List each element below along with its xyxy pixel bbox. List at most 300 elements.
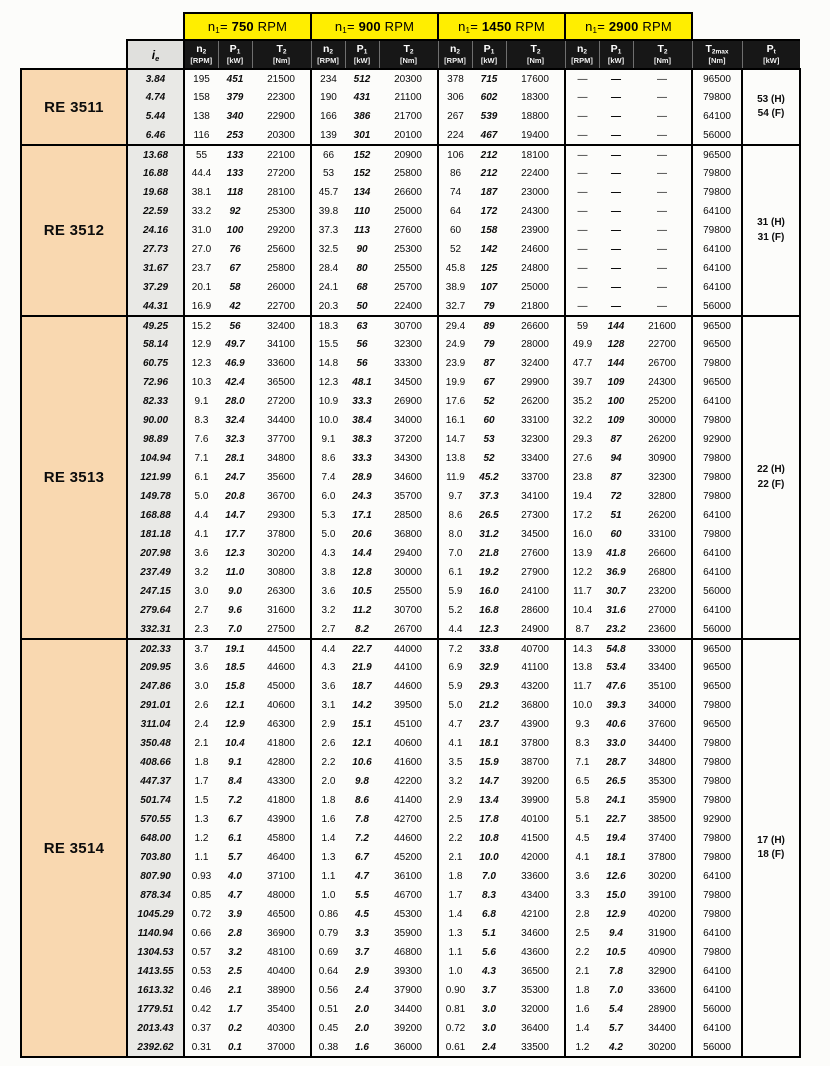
n2-cell: 1.8	[565, 981, 599, 1000]
p1-cell: 19.2	[479, 567, 499, 578]
t2-cell: 36900	[267, 928, 295, 939]
t2max-cell: 92900	[692, 430, 742, 449]
t2-cell: 26600	[394, 187, 422, 198]
t2-cell: 17600	[521, 73, 549, 85]
n2-cell: 5.0	[184, 487, 218, 506]
p1-cell: 17.7	[225, 529, 245, 540]
t2max-cell: 56000	[692, 297, 742, 316]
t2-column-header: $T_2$ [Nm]	[506, 40, 565, 69]
p1-cell: 9.1	[228, 757, 242, 768]
p1-cell: —	[611, 149, 621, 161]
p1-cell: 12.8	[352, 567, 372, 578]
p1-cell: 52	[483, 396, 495, 407]
p1-cell: 14.4	[352, 548, 372, 559]
p1-cell: 60	[610, 529, 622, 540]
t2-cell: 32900	[648, 966, 676, 977]
t2max-cell: 79800	[692, 88, 742, 107]
p1-cell: 467	[480, 129, 498, 141]
n2-cell: —	[565, 202, 599, 221]
t2-cell: 24900	[521, 623, 549, 635]
n2-cell: 11.7	[565, 677, 599, 696]
table-row	[21, 601, 800, 620]
table-row	[21, 259, 800, 278]
n2-cell: 4.1	[565, 848, 599, 867]
t2max-cell: 96500	[692, 715, 742, 734]
n2-cell: 31.0	[184, 221, 218, 240]
n2-cell: 47.7	[565, 354, 599, 373]
n2-cell: 3.7	[184, 639, 218, 658]
t2-cell: 35600	[267, 472, 295, 483]
t2-cell: 30700	[394, 605, 422, 616]
ratio-cell: 27.73	[127, 240, 184, 259]
t2-cell: 21600	[648, 320, 676, 332]
n2-cell: 3.2	[311, 601, 345, 620]
t2-cell: 23000	[521, 187, 549, 198]
p1-cell: 26.5	[479, 510, 499, 521]
p1-cell: 9.4	[609, 928, 623, 939]
p1-cell: 7.8	[609, 966, 623, 977]
p1-cell: 18.7	[352, 681, 372, 692]
t2-cell: 37700	[267, 434, 295, 445]
n2-cell: 158	[184, 88, 218, 107]
ratio-cell: 1613.32	[127, 981, 184, 1000]
n2-column-header: $n_2$ [RPM]	[184, 40, 218, 69]
n2-cell: 1.6	[565, 1000, 599, 1019]
table-row	[21, 867, 800, 886]
p1-cell: —	[611, 263, 621, 274]
n2-cell: 6.1	[184, 468, 218, 487]
p1-cell: 18.1	[479, 738, 499, 749]
p1-column-header: $P_1$ [kW]	[472, 40, 506, 69]
t2-cell: 24800	[521, 263, 549, 274]
p1-cell: 12.9	[606, 909, 626, 920]
n2-cell: 138	[184, 107, 218, 126]
n2-cell: 0.37	[184, 1019, 218, 1038]
t2-cell: 38900	[267, 985, 295, 996]
p1-cell: 8.6	[355, 795, 369, 806]
n2-cell: 2.6	[311, 734, 345, 753]
t2-cell: —	[657, 244, 667, 255]
n2-cell: 2.2	[311, 753, 345, 772]
t2-cell: 22400	[521, 168, 549, 179]
n2-cell: 0.46	[184, 981, 218, 1000]
p1-cell: 36.9	[606, 567, 626, 578]
t2-cell: 25800	[267, 263, 295, 274]
n2-cell: 2.5	[565, 924, 599, 943]
t2-cell: 32000	[521, 1004, 549, 1015]
t2-cell: 36800	[394, 529, 422, 540]
n2-cell: 15.2	[184, 316, 218, 335]
pt-rating-cell: 22 (H) 22 (F)	[742, 316, 800, 639]
t2max-cell: 96500	[692, 373, 742, 392]
ratio-cell: 291.01	[127, 696, 184, 715]
t2-cell: 40900	[648, 947, 676, 958]
p1-cell: 128	[607, 339, 625, 350]
t2-cell: 37800	[521, 738, 549, 749]
t2-cell: 42700	[394, 814, 422, 825]
ratio-cell: 350.48	[127, 734, 184, 753]
table-row	[21, 848, 800, 867]
n2-cell: 13.9	[565, 544, 599, 563]
n2-cell: 18.3	[311, 316, 345, 335]
p1-cell: 100	[226, 225, 244, 236]
t2-cell: 44600	[394, 681, 422, 692]
t2-cell: 39200	[394, 1023, 422, 1034]
table-row	[21, 88, 800, 107]
n2-cell: 10.3	[184, 373, 218, 392]
p1-cell: —	[611, 244, 621, 255]
t2-cell: 24100	[521, 586, 549, 597]
t2-cell: 41600	[394, 757, 422, 768]
model-group-re-3511	[21, 69, 800, 145]
t2-cell: 41800	[267, 795, 295, 806]
t2-cell: 21800	[521, 300, 549, 312]
ratio-cell: 207.98	[127, 544, 184, 563]
p1-cell: 21.8	[479, 548, 499, 559]
t2-cell: 36000	[394, 1041, 422, 1053]
p1-cell: 17.1	[352, 510, 372, 521]
t2-cell: 26200	[648, 434, 676, 445]
n2-cell: 0.57	[184, 943, 218, 962]
table-header	[21, 13, 800, 69]
p1-cell: 67	[229, 263, 241, 274]
n2-cell: 3.6	[184, 544, 218, 563]
p1-cell: 2.0	[355, 1004, 369, 1015]
p1-cell: 29.3	[479, 681, 499, 692]
t2max-cell: 96500	[692, 677, 742, 696]
n2-cell: 60	[438, 221, 472, 240]
ratio-cell: 72.96	[127, 373, 184, 392]
p1-cell: 54.8	[606, 643, 626, 655]
p1-cell: 89	[483, 320, 495, 332]
p1-cell: 53	[483, 434, 495, 445]
speed-header-900-rpm: $n_1= 900$ RPM	[311, 13, 438, 40]
p1-cell: 2.1	[228, 985, 242, 996]
t2-cell: 23600	[648, 623, 676, 635]
ratio-cell: 501.74	[127, 791, 184, 810]
t2max-cell: 96500	[692, 69, 742, 88]
n2-cell: 1.2	[184, 829, 218, 848]
t2-cell: 39500	[394, 700, 422, 711]
n2-cell: 23.7	[184, 259, 218, 278]
ratio-cell: 247.15	[127, 582, 184, 601]
p1-cell: 2.8	[228, 928, 242, 939]
t2-cell: 28100	[267, 187, 295, 198]
ratio-cell: 5.44	[127, 107, 184, 126]
t2-cell: 29300	[267, 510, 295, 521]
p1-cell: 56	[356, 358, 368, 369]
n2-cell: 64	[438, 202, 472, 221]
ratio-cell: 104.94	[127, 449, 184, 468]
t2-cell: 29200	[267, 225, 295, 236]
n2-cell: 4.5	[565, 829, 599, 848]
p1-cell: 125	[480, 263, 498, 274]
p1-cell: 14.2	[352, 700, 372, 711]
t2-cell: 45000	[267, 681, 295, 692]
t2-cell: 27600	[521, 548, 549, 559]
table-row	[21, 620, 800, 639]
t2-cell: 45300	[394, 909, 422, 920]
p1-cell: 15.1	[352, 719, 372, 730]
t2-cell: —	[657, 300, 667, 312]
n2-cell: 4.1	[184, 525, 218, 544]
n2-cell: 66	[311, 145, 345, 164]
t2max-cell: 64100	[692, 544, 742, 563]
n2-cell: 24.1	[311, 278, 345, 297]
t2-cell: 34000	[394, 415, 422, 426]
n2-cell: 4.1	[438, 734, 472, 753]
t2-cell: 45200	[394, 852, 422, 863]
n2-cell: 0.81	[438, 1000, 472, 1019]
n2-cell: 3.0	[184, 677, 218, 696]
t2-cell: 31900	[648, 928, 676, 939]
t2-cell: —	[657, 282, 667, 293]
n2-cell: 16.1	[438, 411, 472, 430]
p1-cell: 28.1	[225, 453, 245, 464]
t2-cell: 18100	[521, 149, 549, 161]
t2-cell: 20900	[394, 149, 422, 161]
table-row	[21, 316, 800, 335]
n2-cell: 17.2	[565, 506, 599, 525]
t2-cell: 37900	[394, 985, 422, 996]
p1-cell: 3.3	[355, 928, 369, 939]
p1-cell: 107	[480, 282, 498, 293]
t2-cell: 38700	[521, 757, 549, 768]
n2-cell: 2.6	[184, 696, 218, 715]
t2-cell: 44100	[394, 662, 422, 673]
p1-cell: 9.0	[228, 586, 242, 597]
p1-cell: 18.1	[606, 852, 626, 863]
t2max-cell: 96500	[692, 145, 742, 164]
t2max-cell: 96500	[692, 639, 742, 658]
table-row	[21, 1038, 800, 1057]
n2-cell: 16.9	[184, 297, 218, 316]
p1-cell: 42	[229, 300, 241, 312]
t2-cell: 22900	[267, 111, 295, 122]
p1-cell: 53.4	[606, 662, 626, 673]
p1-cell: 41.8	[606, 548, 626, 559]
n2-cell: 9.7	[438, 487, 472, 506]
n2-cell: 10.4	[565, 601, 599, 620]
t2-cell: 30000	[648, 415, 676, 426]
gear-unit-ratings-table	[20, 12, 801, 1058]
n2-cell: 2.1	[565, 962, 599, 981]
ratio-cell: 408.66	[127, 753, 184, 772]
n2-cell: 1.1	[184, 848, 218, 867]
t2-cell: 25300	[267, 206, 295, 217]
p1-cell: 109	[607, 377, 625, 388]
p1-cell: 37.3	[479, 491, 499, 502]
p1-cell: 21.2	[479, 700, 499, 711]
n2-cell: 5.1	[565, 810, 599, 829]
table-row	[21, 278, 800, 297]
speed-header-750-rpm: $n_1= 750$ RPM	[184, 13, 311, 40]
n2-cell: 8.6	[438, 506, 472, 525]
t2-cell: 40700	[521, 643, 549, 655]
t2-cell: 33700	[521, 472, 549, 483]
ratio-cell: 703.80	[127, 848, 184, 867]
n2-cell: 0.66	[184, 924, 218, 943]
t2-cell: 34000	[648, 700, 676, 711]
t2-cell: 27600	[394, 225, 422, 236]
t2-cell: 34600	[394, 472, 422, 483]
p1-cell: 31.6	[606, 605, 626, 616]
t2-cell: 32400	[521, 358, 549, 369]
p1-cell: 16.8	[479, 605, 499, 616]
t2-cell: 43900	[267, 814, 295, 825]
n2-cell: 190	[311, 88, 345, 107]
p1-column-header: $P_1$ [kW]	[345, 40, 379, 69]
n2-cell: 39.7	[565, 373, 599, 392]
t2-cell: 24300	[648, 377, 676, 388]
p1-cell: 63	[356, 320, 368, 332]
n2-cell: 306	[438, 88, 472, 107]
p1-cell: 49.7	[225, 339, 245, 350]
t2-cell: 22700	[267, 300, 295, 312]
p1-cell: 5.7	[609, 1023, 623, 1034]
t2max-cell: 64100	[692, 278, 742, 297]
t2-cell: 48000	[267, 890, 295, 901]
table-row	[21, 69, 800, 88]
p1-cell: 33.8	[479, 643, 499, 655]
p1-cell: 152	[353, 149, 371, 161]
p1-cell: 3.7	[355, 947, 369, 958]
p1-cell: 11.2	[352, 605, 372, 616]
p1-cell: 3.0	[482, 1004, 496, 1015]
n2-cell: 0.85	[184, 886, 218, 905]
t2-cell: 37400	[648, 833, 676, 844]
n2-column-header: $n_2$ [RPM]	[311, 40, 345, 69]
t2-cell: 37800	[267, 529, 295, 540]
n2-cell: 0.72	[438, 1019, 472, 1038]
p1-cell: 187	[480, 187, 498, 198]
ratio-cell: 447.37	[127, 772, 184, 791]
n2-cell: 2.9	[311, 715, 345, 734]
p1-cell: 4.3	[482, 966, 496, 977]
ratio-cell: 311.04	[127, 715, 184, 734]
t2-cell: 33400	[648, 662, 676, 673]
n2-cell: —	[565, 126, 599, 145]
p1-cell: 20.8	[225, 491, 245, 502]
n2-cell: 2.4	[184, 715, 218, 734]
n2-cell: 0.61	[438, 1038, 472, 1057]
n2-cell: 2.7	[311, 620, 345, 639]
t2-cell: 36500	[521, 966, 549, 977]
n2-cell: 2.7	[184, 601, 218, 620]
p1-cell: 13.4	[479, 795, 499, 806]
t2-cell: 40600	[394, 738, 422, 749]
t2-cell: 34800	[648, 757, 676, 768]
t2-cell: 34400	[267, 415, 295, 426]
p1-cell: 113	[354, 225, 370, 236]
p1-cell: 118	[227, 187, 243, 198]
p1-cell: —	[611, 129, 621, 141]
p1-cell: 87	[483, 358, 495, 369]
n2-cell: 6.0	[311, 487, 345, 506]
p1-cell: 3.9	[228, 909, 242, 920]
t2-cell: 40400	[267, 966, 295, 977]
p1-cell: 158	[480, 225, 498, 236]
p1-cell: 144	[607, 320, 625, 332]
p1-cell: —	[611, 168, 621, 179]
table-row	[21, 582, 800, 601]
t2-cell: 34600	[521, 928, 549, 939]
t2-cell: —	[657, 206, 667, 217]
p1-cell: 5.1	[482, 928, 496, 939]
model-group-re-3512	[21, 145, 800, 316]
ratio-cell: 807.90	[127, 867, 184, 886]
n2-cell: —	[565, 240, 599, 259]
t2-column-header: $T_2$ [Nm]	[633, 40, 692, 69]
p1-cell: 386	[353, 111, 371, 122]
ratio-cell: 202.33	[127, 639, 184, 658]
model-cell: RE 3513	[21, 316, 127, 639]
table-row	[21, 468, 800, 487]
t2-cell: 24300	[521, 206, 549, 217]
p1-cell: 33.0	[606, 738, 626, 749]
t2-cell: 33300	[394, 358, 422, 369]
n2-cell: 14.7	[438, 430, 472, 449]
p1-cell: 6.8	[482, 909, 496, 920]
t2-cell: 32300	[648, 472, 676, 483]
t2-cell: 34800	[267, 453, 295, 464]
ratio-cell: 181.18	[127, 525, 184, 544]
n2-cell: 9.3	[565, 715, 599, 734]
n2-cell: 0.90	[438, 981, 472, 1000]
p1-cell: 2.9	[355, 966, 369, 977]
t2max-cell: 79800	[692, 829, 742, 848]
t2-cell: 34100	[267, 339, 295, 350]
t2max-cell: 79800	[692, 354, 742, 373]
t2-cell: 34400	[394, 1004, 422, 1015]
table-row	[21, 411, 800, 430]
n2-cell: 59	[565, 316, 599, 335]
p1-cell: —	[611, 92, 621, 103]
t2-cell: 44600	[267, 662, 295, 673]
t2-cell: 34500	[394, 377, 422, 388]
p1-cell: 3.2	[228, 947, 242, 958]
n2-cell: 234	[311, 69, 345, 88]
p1-cell: 28.7	[606, 757, 626, 768]
p1-cell: 10.8	[479, 833, 499, 844]
p1-cell: 15.8	[225, 681, 245, 692]
t2-cell: 31600	[267, 605, 295, 616]
n2-cell: 86	[438, 164, 472, 183]
p1-cell: 4.0	[228, 871, 242, 882]
p1-cell: 133	[226, 149, 244, 161]
ratio-cell: 13.68	[127, 145, 184, 164]
p1-cell: 90	[356, 244, 368, 255]
p1-cell: 0.1	[228, 1041, 242, 1053]
ratio-cell: 2013.43	[127, 1019, 184, 1038]
n2-cell: —	[565, 164, 599, 183]
t2max-cell: 92900	[692, 810, 742, 829]
n2-cell: 1.3	[438, 924, 472, 943]
t2-cell: 30200	[267, 548, 295, 559]
n2-cell: 8.7	[565, 620, 599, 639]
p1-cell: 46.9	[225, 358, 245, 369]
p1-cell: 19.1	[225, 643, 245, 655]
t2max-cell: 79800	[692, 183, 742, 202]
p1-cell: 11.0	[225, 567, 245, 578]
p1-cell: —	[611, 225, 621, 236]
n2-cell: 8.3	[565, 734, 599, 753]
n2-cell: 1.3	[184, 810, 218, 829]
t2max-cell: 64100	[692, 392, 742, 411]
p1-cell: 24.7	[225, 472, 245, 483]
n2-cell: 195	[184, 69, 218, 88]
p1-cell: 10.6	[352, 757, 372, 768]
